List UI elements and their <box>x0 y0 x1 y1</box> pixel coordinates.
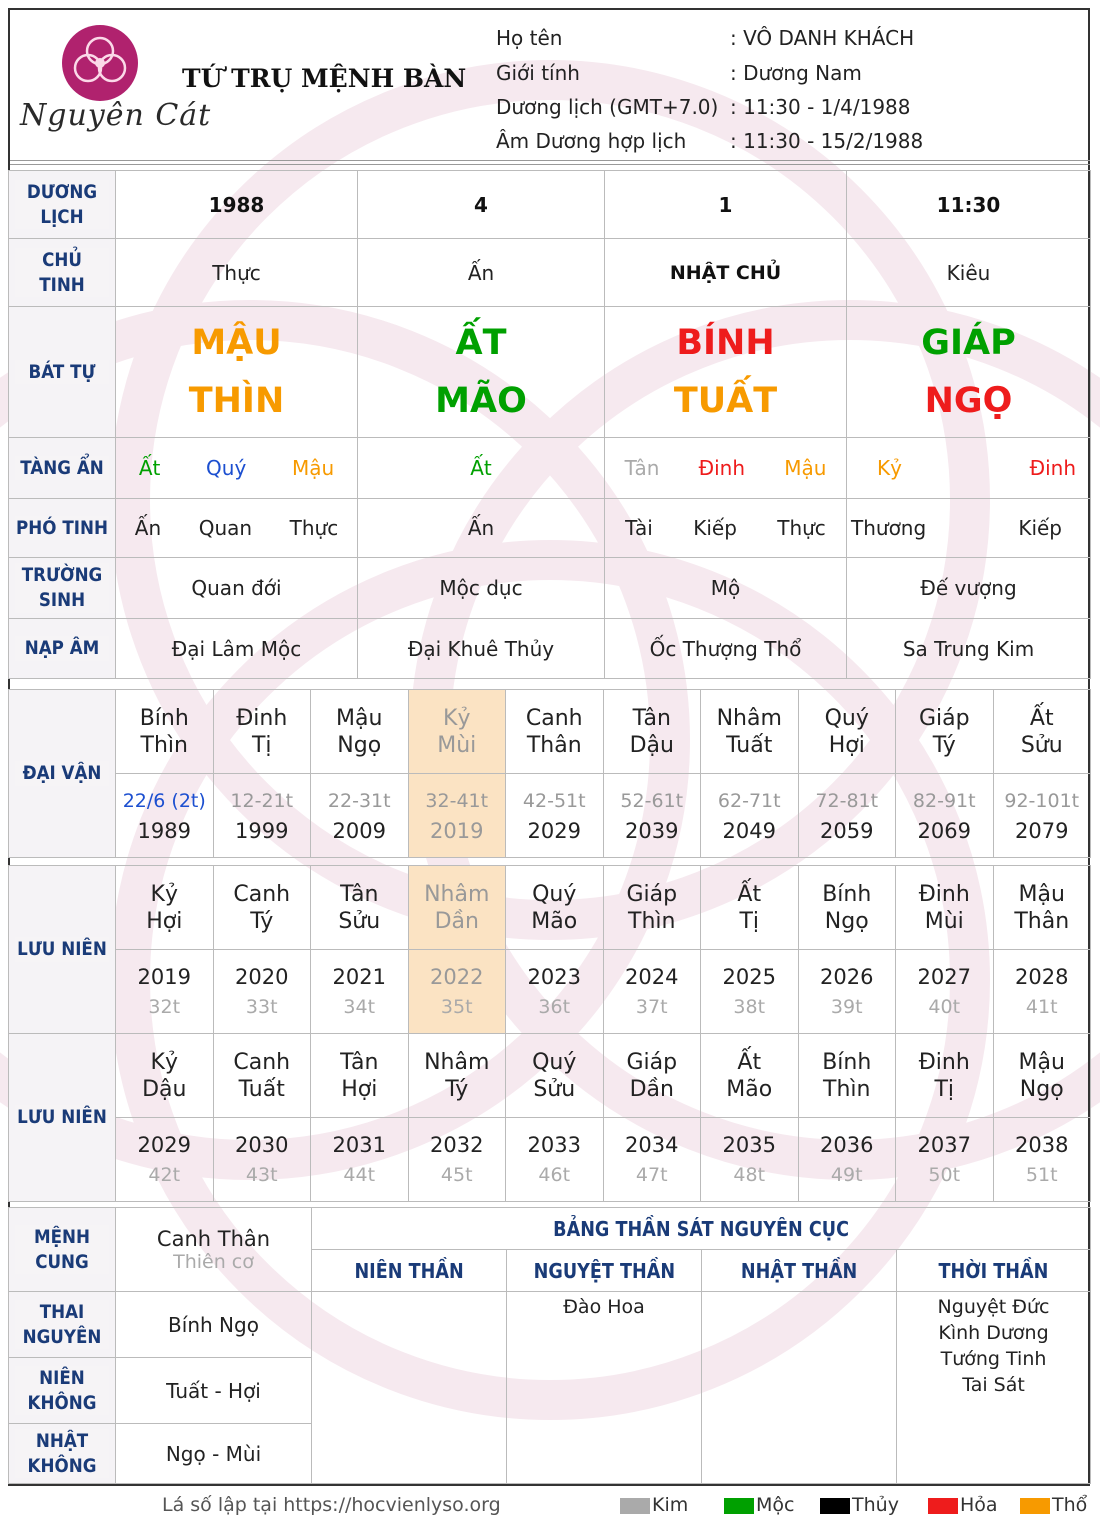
label-chu-tinh: CHỦ TINH <box>9 239 116 307</box>
luu-nien-year: 2020 <box>235 964 289 989</box>
luu-nien-can: Bính <box>822 1049 872 1075</box>
menh-cung-value: Canh Thân Thiên cơ <box>116 1208 312 1292</box>
label-pho-tinh: PHÓ TINH <box>9 499 116 558</box>
chi-year: THÌN <box>188 381 285 421</box>
luu-nien-age: 44t <box>343 1163 376 1186</box>
brand-logo-text: Nguyên Cát <box>20 98 212 133</box>
luu-nien-period <box>213 950 311 1034</box>
luu-nien-year: 2025 <box>722 964 776 989</box>
legend-moc: Mộc <box>724 1494 794 1516</box>
chu-tinh-day: NHẬT CHỦ <box>605 239 847 307</box>
info-label-name: Họ tên <box>496 26 563 50</box>
luu-nien-period <box>116 950 214 1034</box>
label-truong-sinh: TRƯỜNG SINH <box>9 558 116 619</box>
nhat-khong-value: Ngọ - Mùi <box>116 1424 312 1484</box>
luu-nien-age: 51t <box>1025 1163 1058 1186</box>
luu-nien-age: 46t <box>538 1163 571 1186</box>
tang-an-hour: Kỷ Đinh <box>847 438 1091 499</box>
dai-van-year: 1989 <box>137 818 191 843</box>
luu-nien-can: Giáp <box>626 881 678 907</box>
luu-nien-chi: Hợi <box>146 908 183 934</box>
dai-van-pillar <box>506 690 604 774</box>
header-nien-than: NIÊN THẦN <box>312 1250 507 1292</box>
bottom-table <box>8 1207 1091 1484</box>
luu-nien-can: Giáp <box>626 1049 678 1075</box>
moc-swatch-icon <box>724 1498 754 1514</box>
luu-nien-year: 2021 <box>332 964 386 989</box>
dai-van-chi: Hợi <box>828 732 865 758</box>
nap-am-hour: Sa Trung Kim <box>847 619 1091 679</box>
label-menh-cung: MỆNH CUNG <box>9 1208 116 1292</box>
luu-nien-chi: Sửu <box>533 1076 576 1102</box>
dai-van-range: 22/6 (2t) <box>122 789 206 812</box>
pillar-hour <box>847 307 1091 438</box>
luu-nien-year: 2019 <box>137 964 191 989</box>
footer-source-text: Lá số lập tại https://hocvienlyso.org <box>162 1494 501 1516</box>
luu-nien-pillar <box>311 1034 409 1118</box>
dai-van-period <box>408 774 506 858</box>
info-value-lunar: : 11:30 - 15/2/1988 <box>730 129 924 153</box>
dai-van-period <box>798 774 896 858</box>
dai-van-period <box>311 774 409 858</box>
header-nhat-than: NHẬT THẦN <box>702 1250 897 1292</box>
luu-nien-pillar <box>116 1034 214 1118</box>
dai-van-can: Mậu <box>336 705 383 731</box>
nap-am-day: Ốc Thượng Thổ <box>605 619 847 679</box>
dai-van-pillar <box>116 690 214 774</box>
tang-an-day: Tân Đinh Mậu <box>605 438 847 499</box>
luu-nien-chi: Dậu <box>142 1076 187 1102</box>
luu-nien-age: 38t <box>733 995 766 1018</box>
pillar-month <box>358 307 605 438</box>
label-nap-am: NẠP ÂM <box>9 619 116 679</box>
tang-an-year: Ất Quý Mậu <box>116 438 358 499</box>
luu-nien-period <box>896 950 994 1034</box>
luu-nien-can: Kỷ <box>150 881 178 907</box>
luu-nien-chi: Thân <box>1014 908 1070 934</box>
luu-nien-period <box>506 1118 604 1202</box>
can-hour: GIÁP <box>921 323 1016 363</box>
luu-nien-chi: Mão <box>531 908 578 934</box>
luu-nien-age: 34t <box>343 995 376 1018</box>
dai-van-chi: Sửu <box>1020 732 1063 758</box>
label-tang-an: TÀNG ẨN <box>9 438 116 499</box>
dai-van-period <box>701 774 799 858</box>
dai-van-chi: Dậu <box>629 732 674 758</box>
dai-van-year: 2049 <box>722 818 776 843</box>
luu-nien-can: Bính <box>822 881 872 907</box>
dai-van-pillar <box>408 690 506 774</box>
luu-nien-period <box>408 1118 506 1202</box>
label-dai-van: ĐẠI VẬN <box>9 690 116 858</box>
dai-van-chi: Mùi <box>437 732 477 758</box>
legend-kim: Kim <box>620 1494 688 1516</box>
solar-month: 4 <box>358 171 605 239</box>
dai-van-chi: Tị <box>251 732 272 758</box>
info-label-lunar: Âm Dương hợp lịch <box>496 129 687 153</box>
luu-nien-period <box>311 950 409 1034</box>
legend-thuy: Thủy <box>820 1494 899 1516</box>
luu-nien-pillar <box>213 1034 311 1118</box>
luu-nien-age: 49t <box>830 1163 863 1186</box>
luu-nien-period <box>506 950 604 1034</box>
luu-nien-year: 2027 <box>917 964 971 989</box>
chi-hour: NGỌ <box>924 381 1013 421</box>
luu-nien-can: Mậu <box>1018 1049 1065 1075</box>
dai-van-range: 72-81t <box>815 789 879 812</box>
dai-van-range: 62-71t <box>717 789 781 812</box>
luu-nien-pillar <box>798 1034 896 1118</box>
luu-nien-period <box>701 950 799 1034</box>
luu-nien-year: 2037 <box>917 1132 971 1157</box>
luu-nien-period <box>311 1118 409 1202</box>
luu-nien-can: Đinh <box>918 881 970 907</box>
truong-sinh-day: Mộ <box>605 558 847 619</box>
luu-nien-age: 42t <box>148 1163 181 1186</box>
luu-nien-can: Ất <box>737 881 762 907</box>
luu-nien-pillar <box>408 866 506 950</box>
thai-nguyen-value: Bính Ngọ <box>116 1292 312 1358</box>
luu-nien-chi: Tị <box>934 1076 955 1102</box>
luu-nien-year: 2032 <box>430 1132 484 1157</box>
luu-nien-pillar <box>701 1034 799 1118</box>
luu-nien-age: 40t <box>928 995 961 1018</box>
menh-cung-sub: Thiên cơ <box>173 1250 254 1273</box>
info-value-gender: : Dương Nam <box>730 61 862 85</box>
header-thoi-than: THỜI THẦN <box>897 1250 1091 1292</box>
can-year: MẬU <box>191 323 282 363</box>
dai-van-can: Canh <box>525 705 583 731</box>
luu-nien-can: Canh <box>233 1049 291 1075</box>
dai-van-period <box>603 774 701 858</box>
legend-hoa: Hỏa <box>928 1494 998 1516</box>
truong-sinh-month: Mộc dục <box>358 558 605 619</box>
dai-van-period <box>213 774 311 858</box>
truong-sinh-year: Quan đới <box>116 558 358 619</box>
luu-nien-year: 2038 <box>1015 1132 1069 1157</box>
dai-van-period <box>506 774 604 858</box>
luu-nien-age: 37t <box>635 995 668 1018</box>
dai-van-pillar <box>213 690 311 774</box>
luu-nien-year: 2036 <box>820 1132 874 1157</box>
luu-nien-chi: Tý <box>250 908 274 934</box>
luu-nien-can: Nhâm <box>424 1049 490 1075</box>
solar-hour: 11:30 <box>847 171 1091 239</box>
dai-van-range: 12-21t <box>230 789 294 812</box>
tang-an-month: Ất <box>358 438 605 499</box>
solar-year: 1988 <box>116 171 358 239</box>
luu-nien-can: Kỷ <box>150 1049 178 1075</box>
luu-nien-period <box>896 1118 994 1202</box>
chu-tinh-hour: Kiêu <box>847 239 1091 307</box>
luu-nien-age: 33t <box>245 995 278 1018</box>
nhat-than-list <box>702 1292 897 1484</box>
luu-nien-age: 48t <box>733 1163 766 1186</box>
hoa-swatch-icon <box>928 1498 958 1514</box>
dai-van-period <box>993 774 1091 858</box>
luu-nien-pillar <box>896 1034 994 1118</box>
dai-van-pillar <box>896 690 994 774</box>
luu-nien-chi: Dần <box>629 1076 674 1102</box>
luu-nien-period <box>603 950 701 1034</box>
dai-van-period <box>116 774 214 858</box>
luu-nien-pillar <box>798 866 896 950</box>
luu-nien-chi: Dần <box>434 908 479 934</box>
luu-nien-can: Quý <box>532 881 577 907</box>
luu-nien-pillar <box>993 1034 1091 1118</box>
pho-tinh-month: Ấn <box>358 499 605 558</box>
luu-nien-age: 32t <box>148 995 181 1018</box>
luu-nien-pillar <box>701 866 799 950</box>
luu-nien-chi: Hợi <box>341 1076 378 1102</box>
luu-nien-pillar <box>116 866 214 950</box>
dai-van-range: 52-61t <box>620 789 684 812</box>
header-nguyet-than: NGUYỆT THẦN <box>507 1250 702 1292</box>
thuy-swatch-icon <box>820 1498 850 1514</box>
dai-van-year: 2079 <box>1015 818 1069 843</box>
dai-van-range: 42-51t <box>522 789 586 812</box>
info-value-name: : VÔ DANH KHÁCH <box>730 26 915 50</box>
dai-van-pillar <box>701 690 799 774</box>
dai-van-chi: Tý <box>932 732 956 758</box>
dai-van-year: 2059 <box>820 818 874 843</box>
luu-nien-year: 2035 <box>722 1132 776 1157</box>
legend-tho: Thổ <box>1020 1494 1087 1516</box>
luu-nien-period <box>798 950 896 1034</box>
luu-nien-can: Canh <box>233 881 291 907</box>
luu-nien-chi: Mùi <box>924 908 964 934</box>
luu-nien-can: Nhâm <box>424 881 490 907</box>
luu-nien-period <box>993 950 1091 1034</box>
dai-van-year: 2069 <box>917 818 971 843</box>
luu-nien-can: Mậu <box>1018 881 1065 907</box>
label-nien-khong: NIÊN KHÔNG <box>9 1358 116 1424</box>
luu-nien-chi: Mão <box>726 1076 773 1102</box>
luu-nien-period <box>408 950 506 1034</box>
label-luu-nien-2: LƯU NIÊN <box>9 1034 116 1202</box>
luu-nien-pillar <box>603 866 701 950</box>
dai-van-chi: Tuất <box>726 732 773 758</box>
luu-nien-period <box>116 1118 214 1202</box>
luu-nien-period <box>603 1118 701 1202</box>
pho-tinh-hour: Thương Kiếp <box>847 499 1091 558</box>
luu-nien-can: Đinh <box>918 1049 970 1075</box>
luu-nien-year: 2034 <box>625 1132 679 1157</box>
dai-van-table <box>8 689 1091 1202</box>
dai-van-year: 2019 <box>430 818 484 843</box>
label-bat-tu: BÁT TỰ <box>9 307 116 438</box>
page-title: TỨ TRỤ MỆNH BÀN <box>182 64 467 93</box>
luu-nien-can: Tân <box>340 1049 379 1075</box>
luu-nien-pillar <box>993 866 1091 950</box>
luu-nien-age: 43t <box>245 1163 278 1186</box>
nien-khong-value: Tuất - Hợi <box>116 1358 312 1424</box>
dai-van-chi: Thân <box>526 732 582 758</box>
luu-nien-pillar <box>408 1034 506 1118</box>
luu-nien-year: 2033 <box>527 1132 581 1157</box>
luu-nien-pillar <box>896 866 994 950</box>
header-divider <box>10 160 1090 165</box>
dai-van-period <box>896 774 994 858</box>
dai-van-can: Ất <box>1029 705 1054 731</box>
pillar-year <box>116 307 358 438</box>
luu-nien-chi: Tị <box>739 908 760 934</box>
luu-nien-age: 39t <box>830 995 863 1018</box>
luu-nien-can: Quý <box>532 1049 577 1075</box>
dai-van-pillar <box>603 690 701 774</box>
luu-nien-year: 2026 <box>820 964 874 989</box>
kim-swatch-icon <box>620 1498 650 1514</box>
dai-van-year: 2009 <box>332 818 386 843</box>
luu-nien-chi: Thìn <box>823 1076 871 1102</box>
label-thai-nguyen: THAI NGUYÊN <box>9 1292 116 1358</box>
luu-nien-age: 36t <box>538 995 571 1018</box>
dai-van-can: Giáp <box>918 705 970 731</box>
luu-nien-year: 2029 <box>137 1132 191 1157</box>
can-month: ẤT <box>455 323 507 363</box>
tho-swatch-icon <box>1020 1498 1050 1514</box>
dai-van-year: 2029 <box>527 818 581 843</box>
dai-van-range: 92-101t <box>1004 789 1080 812</box>
nap-am-month: Đại Khuê Thủy <box>358 619 605 679</box>
luu-nien-period <box>213 1118 311 1202</box>
luu-nien-year: 2030 <box>235 1132 289 1157</box>
nien-than-list <box>312 1292 507 1484</box>
info-value-solar: : 11:30 - 1/4/1988 <box>730 95 911 119</box>
dai-van-can: Tân <box>632 705 671 731</box>
nap-am-year: Đại Lâm Mộc <box>116 619 358 679</box>
dai-van-pillar <box>798 690 896 774</box>
luu-nien-year: 2024 <box>625 964 679 989</box>
dai-van-can: Bính <box>139 705 189 731</box>
luu-nien-can: Tân <box>340 881 379 907</box>
luu-nien-age: 41t <box>1025 995 1058 1018</box>
dai-van-range: 22-31t <box>327 789 391 812</box>
pho-tinh-day: Tài Kiếp Thực <box>605 499 847 558</box>
dai-van-can: Nhâm <box>716 705 782 731</box>
dai-van-can: Quý <box>824 705 869 731</box>
luu-nien-chi: Ngọ <box>824 908 869 934</box>
nguyet-than-list: Đào Hoa <box>507 1292 702 1484</box>
luu-nien-period <box>798 1118 896 1202</box>
pillar-day <box>605 307 847 438</box>
luu-nien-period <box>993 1118 1091 1202</box>
luu-nien-age: 47t <box>635 1163 668 1186</box>
luu-nien-age: 50t <box>928 1163 961 1186</box>
can-day: BÍNH <box>676 323 775 363</box>
dai-van-range: 82-91t <box>912 789 976 812</box>
dai-van-year: 1999 <box>235 818 289 843</box>
luu-nien-year: 2031 <box>332 1132 386 1157</box>
label-nhat-khong: NHẬT KHÔNG <box>9 1424 116 1484</box>
truong-sinh-hour: Đế vượng <box>847 558 1091 619</box>
than-sat-title: BẢNG THẦN SÁT NGUYÊN CỤC <box>312 1208 1091 1250</box>
luu-nien-year: 2023 <box>527 964 581 989</box>
pillars-table <box>8 170 1091 679</box>
luu-nien-pillar <box>213 866 311 950</box>
luu-nien-pillar <box>506 1034 604 1118</box>
chu-tinh-month: Ấn <box>358 239 605 307</box>
label-luu-nien-1: LƯU NIÊN <box>9 866 116 1034</box>
dai-van-range: 32-41t <box>425 789 489 812</box>
luu-nien-chi: Tuất <box>238 1076 285 1102</box>
dai-van-can: Kỷ <box>443 705 471 731</box>
luu-nien-chi: Thìn <box>628 908 676 934</box>
luu-nien-pillar <box>506 866 604 950</box>
pho-tinh-year: Ấn Quan Thực <box>116 499 358 558</box>
info-label-gender: Giới tính <box>496 61 580 85</box>
dai-van-pillar <box>311 690 409 774</box>
dai-van-chi: Thìn <box>140 732 188 758</box>
luu-nien-age: 45t <box>440 1163 473 1186</box>
luu-nien-chi: Tý <box>445 1076 469 1102</box>
label-duong-lich: DƯƠNG LỊCH <box>9 171 116 239</box>
dai-van-pillar <box>993 690 1091 774</box>
luu-nien-year: 2028 <box>1015 964 1069 989</box>
info-label-solar: Dương lịch (GMT+7.0) <box>496 95 719 119</box>
solar-day: 1 <box>605 171 847 239</box>
dai-van-chi: Ngọ <box>337 732 382 758</box>
luu-nien-can: Ất <box>737 1049 762 1075</box>
thoi-than-list: Nguyệt Đức Kình Dương Tướng Tinh Tai Sát <box>897 1292 1091 1484</box>
chi-month: MÃO <box>435 381 527 421</box>
chu-tinh-year: Thực <box>116 239 358 307</box>
luu-nien-year: 2022 <box>430 964 484 989</box>
luu-nien-chi: Sửu <box>338 908 381 934</box>
luu-nien-age: 35t <box>440 995 473 1018</box>
luu-nien-pillar <box>311 866 409 950</box>
chi-day: TUẤT <box>673 381 778 421</box>
luu-nien-chi: Ngọ <box>1019 1076 1064 1102</box>
luu-nien-period <box>701 1118 799 1202</box>
dai-van-can: Đinh <box>236 705 288 731</box>
luu-nien-pillar <box>603 1034 701 1118</box>
dai-van-year: 2039 <box>625 818 679 843</box>
